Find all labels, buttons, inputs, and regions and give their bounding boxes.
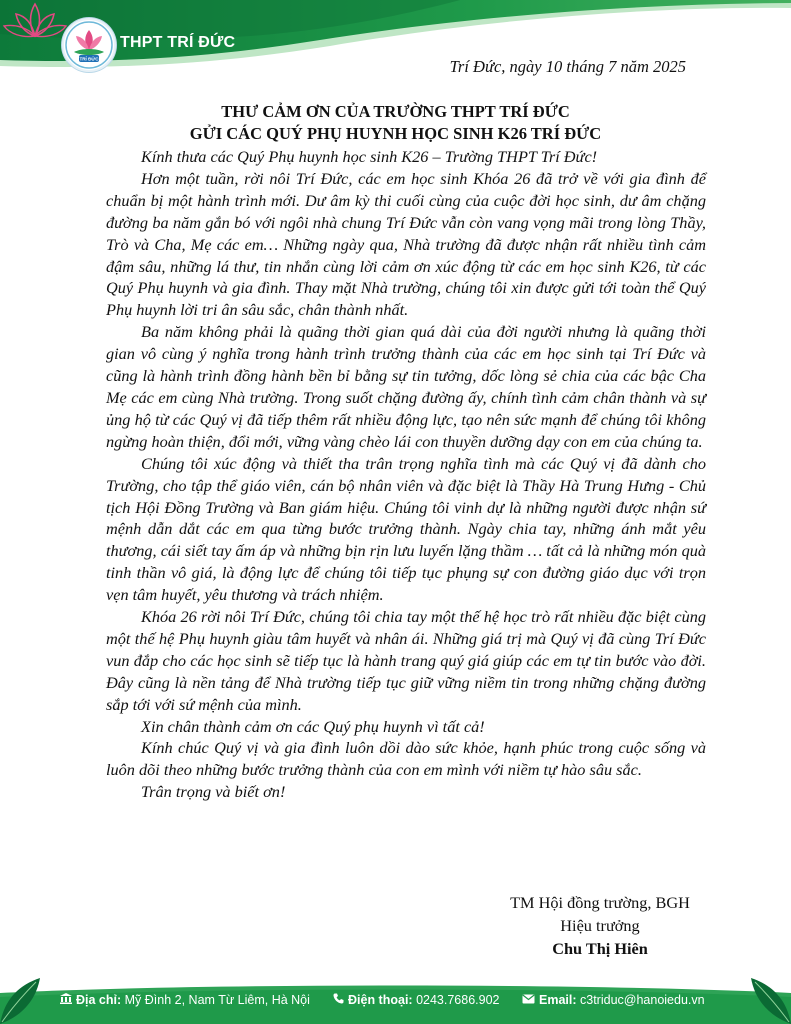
letter-body — [106, 146, 706, 803]
svg-text:TRÍ ĐỨC: TRÍ ĐỨC — [79, 56, 99, 62]
letterhead-banner — [0, 0, 791, 76]
footer-address — [60, 993, 310, 1007]
address-value: Mỹ Đình 2, Nam Từ Liêm, Hà Nội — [124, 993, 310, 1007]
salutation: Kính thưa các Quý Phụ huynh học sinh K26 – Trường THPT Trí Đức! — [141, 147, 598, 166]
letter-title-line1: THƯ CẢM ƠN CỦA TRƯỜNG THPT TRÍ ĐỨC — [221, 102, 570, 121]
signature-role: TM Hội đồng trường, BGH — [510, 893, 690, 912]
leaf-icon — [745, 972, 791, 1024]
closing-line: Trân trọng và biết ơn! — [141, 782, 286, 802]
phone-value: 0243.7686.902 — [416, 993, 500, 1007]
letter-date: Trí Đức, ngày 10 tháng 7 năm 2025 — [449, 57, 686, 76]
leaf-icon — [0, 972, 46, 1024]
school-name: THPT TRÍ ĐỨC — [120, 34, 236, 51]
lotus-decoration-icon — [0, 0, 70, 60]
body-paragraph: Khóa 26 rời nôi Trí Đức, chúng tôi chia tay một thế hệ học trò rất nhiều đặc biệt cùng một thế hệ Phụ huynh giàu tâm huyết và nhân ái. Những giá trị mà Quý vị đã cùng Trí Đức vun đắp cho các học sinh sẽ tiếp tục là hành trang quý giá giúp các em tự tin bước vào đời. Đây cũng là nền tảng để Nhà trường tiếp tục giữ vững niềm tin trong những chặng đường sắp tới với sứ mệnh của mình. — [106, 607, 706, 714]
footer-phone — [333, 993, 500, 1007]
letter-title-line2: GỬI CÁC QUÝ PHỤ HUYNH HỌC SINH K26 TRÍ ĐỨC — [189, 124, 602, 143]
envelope-icon — [522, 993, 535, 1007]
signature-name: Chu Thị Hiên — [552, 939, 648, 958]
body-paragraph: Hơn một tuần, rời nôi Trí Đức, các em học sinh Khóa 26 đã trở về với gia đình để chuẩn bị một hành trình mới. Dư âm kỳ thi cuối cùng của cuộc đời học sinh, dư âm chặng đường ba năm gắn bó với ngôi nhà chung Trí Đức vẫn còn vang vọng mãi trong lòng Thầy, Trò và Cha, Mẹ các em… Những ngày qua, Nhà trường đã được nhận rất nhiều tình cảm đậm sâu, những lá thư, tin nhắn cùng lời cảm ơn xúc động từ các em học sinh K26, từ các Quý Phụ huynh và gia đình. Thay mặt Nhà trường, chúng tôi xin được gửi tới toàn thể Quý Phụ huynh lời tri ân sâu sắc, chân thành nhất. — [106, 168, 706, 320]
lotus-logo-icon — [64, 20, 114, 70]
address-label: Địa chỉ: — [76, 993, 122, 1007]
email-label: Email: — [539, 993, 577, 1007]
bank-building-icon — [60, 993, 72, 1007]
thanks-line: Xin chân thành cảm ơn các Quý phụ huynh vì tất cả! — [141, 716, 485, 736]
phone-icon — [333, 993, 344, 1007]
wishes-paragraph: Kính chúc Quý vị và gia đình luôn dồi dào sức khỏe, hạnh phúc trong cuộc sống và luôn dõi theo những bước trưởng thành của con em mình với niềm tự hào sâu sắc. — [106, 738, 706, 780]
footer-email — [522, 993, 705, 1007]
body-paragraph: Ba năm không phải là quãng thời gian quá dài của đời người nhưng là quãng thời gian vô cùng ý nghĩa trong hành trình trưởng thành của các em học sinh tại Trí Đức và cũng là hành trình đồng hành bền bỉ bằng sự tin tưởng, dốc lòng sẻ chia của các bậc Cha Mẹ các em cùng Nhà trường. Trong suốt chặng đường ấy, chính tình cảm chân thành và sự ủng hộ từ các Quý vị đã tiếp thêm rất nhiều động lực, tạo nên sức mạnh để chúng tôi không ngừng hoàn thiện, đổi mới, vững vàng chèo lái con thuyền dưỡng dạy con em của chúng ta. — [106, 322, 706, 451]
school-logo — [62, 18, 116, 72]
phone-label: Điện thoại: — [348, 993, 413, 1007]
signature-title: Hiệu trưởng — [560, 916, 640, 935]
body-paragraph: Chúng tôi xúc động và thiết tha trân trọng nghĩa tình mà các Quý vị đã dành cho Trường, cho tập thể giáo viên, cán bộ nhân viên và đặc biệt là Thầy Hà Trung Hưng - Chủ tịch Hội Đồng Trường và Ban giám hiệu. Chúng tôi vinh dự là những người được nhận sứ mệnh dẫn dắt các em qua từng bước trưởng thành. Ngày chia tay, những ánh mắt yêu thương, cái siết tay ấm áp và những bịn rịn lưu luyến lặng thầm … tất cả là những món quà tinh thần vô giá, là động lực để chúng tôi tiếp tục phụng sự con đường giáo dục với trọn vẹn tâm huyết, yêu thương và trách nhiệm. — [106, 453, 706, 605]
email-value[interactable]: c3triduc@hanoiedu.vn — [580, 993, 705, 1007]
